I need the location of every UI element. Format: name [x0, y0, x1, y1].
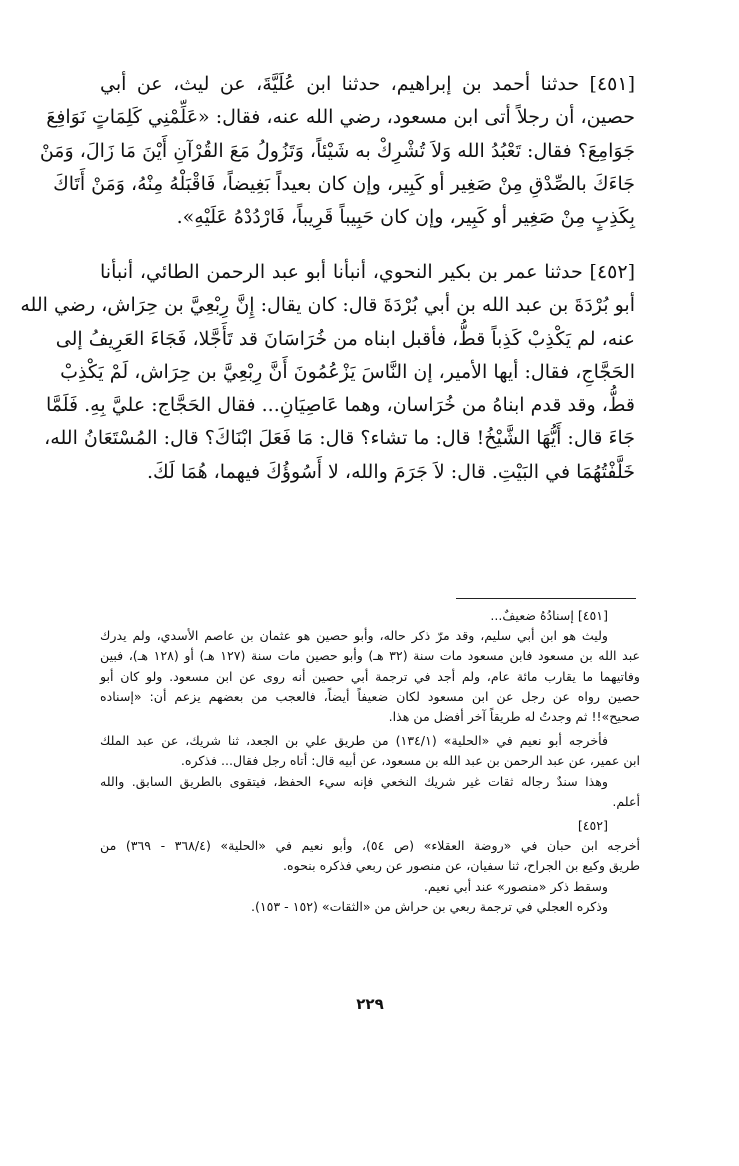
footnote-451-line: وليث هو ابن أبي سليم، وقد مرّ ذكر حاله، وأبو حصين هو عثمان بن عاصم الأسدي، ولم يدرك — [100, 628, 608, 644]
footnote-452-line: وذكره العجلي في ترجمة ربعي بن حراش من «الثقات» (١٥٢ - ١٥٣). — [250, 898, 608, 914]
hadith-452-line: جَاءَ قال: أَيُّهَا الشَّيْخُ! قال: ما تشاء؟ قال: مَا فَعَلَ ابْنَاكَ؟ قال: المُسْتَعَانُ الله، — [44, 427, 635, 450]
footnote-452-line: وسقط ذكر «منصور» عند أبي نعيم. — [423, 878, 608, 894]
hadith-451 — [39, 68, 635, 234]
hadith-451-line: [٤٥١] حدثنا أحمد بن إبراهيم، حدثنا ابن عُلَيَّةَ، عن ليث، عن أبي — [100, 73, 635, 95]
hadith-452 — [20, 256, 635, 489]
hadith-451-line: جَوَامِعَ؟ فقال: تَعْبُدُ الله وَلاَ تُشْرِكْ به شَيْئاً، وَتَزُولُ مَعَ القُرْآنِ أَيْنَ مَا زَالَ، وَمَنْ — [39, 139, 635, 162]
footnote-separator — [456, 598, 636, 599]
footnote-451-extra-line: أعلم. — [612, 793, 640, 809]
hadith-452-line: قطُّ، وقد قدم ابناهُ من خُرَاسان، وهما عَاصِيَانِ... فقال الحَجَّاج: عليَّ بِهِ. فَلَمَّا — [45, 394, 635, 417]
footnote-451-label: [٤٥١] إسنادُهُ ضعيفٌ... — [490, 608, 608, 623]
hadith-452-line: [٤٥٢] حدثنا عمر بن بكير النحوي، أنبأنا أبو عبد الرحمن الطائي، أنبأنا — [100, 261, 635, 283]
footnote-451-line: حصين رواه عن رجل عن ابن مسعود لكان ضعيفاً أيضاً، فالعجب من بعضهم يزعم أن: «إسناده — [100, 688, 640, 704]
page-number: ٢٢٩ — [356, 995, 384, 1013]
hadith-452-line: أبو بُرْدَةَ بن عبد الله بن أبي بُرْدَةَ قال: كان يقال: إِنَّ رِبْعِيَّ بن حِرَاش، رضي الله — [20, 294, 635, 317]
hadith-451-line: حصين، أن رجلاً أتى ابن مسعود، رضي الله عنه، فقال: «عَلِّمْنِي كَلِمَاتٍ نَوَافِعَ — [46, 106, 635, 129]
hadith-452-line: خَلَّفْتُهُمَا في البَيْتِ. قال: لاَ جَرَمَ والله، لا أَسُوؤُكَ فيهما، هُمَا لَكَ. — [146, 460, 635, 483]
hadith-451-line: جَاءَكَ بالصِّدْقِ مِنْ صَغِير أو كَبِير، وإن كان بعيداً بَغِيضاً، فَاقْبَلْهُ مِنْهُ، وَمَنْ أَتَاكَ — [53, 172, 635, 195]
footnote-451-line: عبد الله بن مسعود فابن مسعود مات سنة (٣٢ هـ) وأبو حصين مات سنة (١٢٧ هـ) أو (١٢٨ هـ)، فبين — [100, 648, 641, 664]
hadith-452-line: عنه، لم يَكْذِبْ كَذِباً قطُّ، فأقبل ابناه من خُرَاسَانَ قد تَأَجَّلا، فَجَاءَ العَرِيفُ إلى — [55, 327, 635, 350]
footnote-452-label: [٤٥٢] — [577, 818, 608, 834]
footnote-451-extra-line: وهذا سندٌ رجاله ثقات غير شريك النخعي فإنه سيء الحفظ، فيتقوى بالطريق السابق. والله — [100, 773, 608, 789]
hadith-452-line: الحَجَّاجِ، فقال: أيها الأمير، إن النَّاسَ يَزْعُمُونَ أَنَّ رِبْعِيَّ بن حِرَاش، لَمْ يَكْذِبْ — [60, 360, 635, 383]
footnote-451-extra-line: ابن عمير، عن عبد الرحمن بن عبد الله بن مسعود، عن أبيه قال: أتاه رجل فقال... فذكره. — [180, 753, 640, 769]
footnotes — [100, 606, 640, 917]
footnote-451-extra-line: فأخرجه أبو نعيم في «الحلية» (١٣٤/١) من طريق علي بن الجعد، ثنا شريك، عن عبد الملك — [100, 733, 609, 749]
footnote-452-line: طريق وكيع بن الجراح، ثنا سفيان، عن منصور عن ربعي فذكره بنحوه. — [283, 858, 640, 874]
footnote-452-line: أخرجه ابن حبان في «روضة العقلاء» (ص ٥٤)، وأبو نعيم في «الحلية» (٣٦٨/٤ - ٣٦٩) من — [100, 838, 640, 854]
footnote-451-line: وفاتيهما ما يقارب مائة عام، ولم أجد في ترجمة أبي حصين أنه روى عن ابن مسعود. ولو كان أبو — [100, 668, 640, 684]
footnote-451-line: صحيح»!! ثم وجدتُ له طريقاً آخر أفضل من هذا. — [388, 709, 640, 725]
hadith-451-line: بِكَذِبٍ مِنْ صَغِير أو كَبِير، وإن كان حَبِيباً قَرِيباً، فَارْدُدْهُ عَلَيْهِ». — [176, 206, 635, 229]
